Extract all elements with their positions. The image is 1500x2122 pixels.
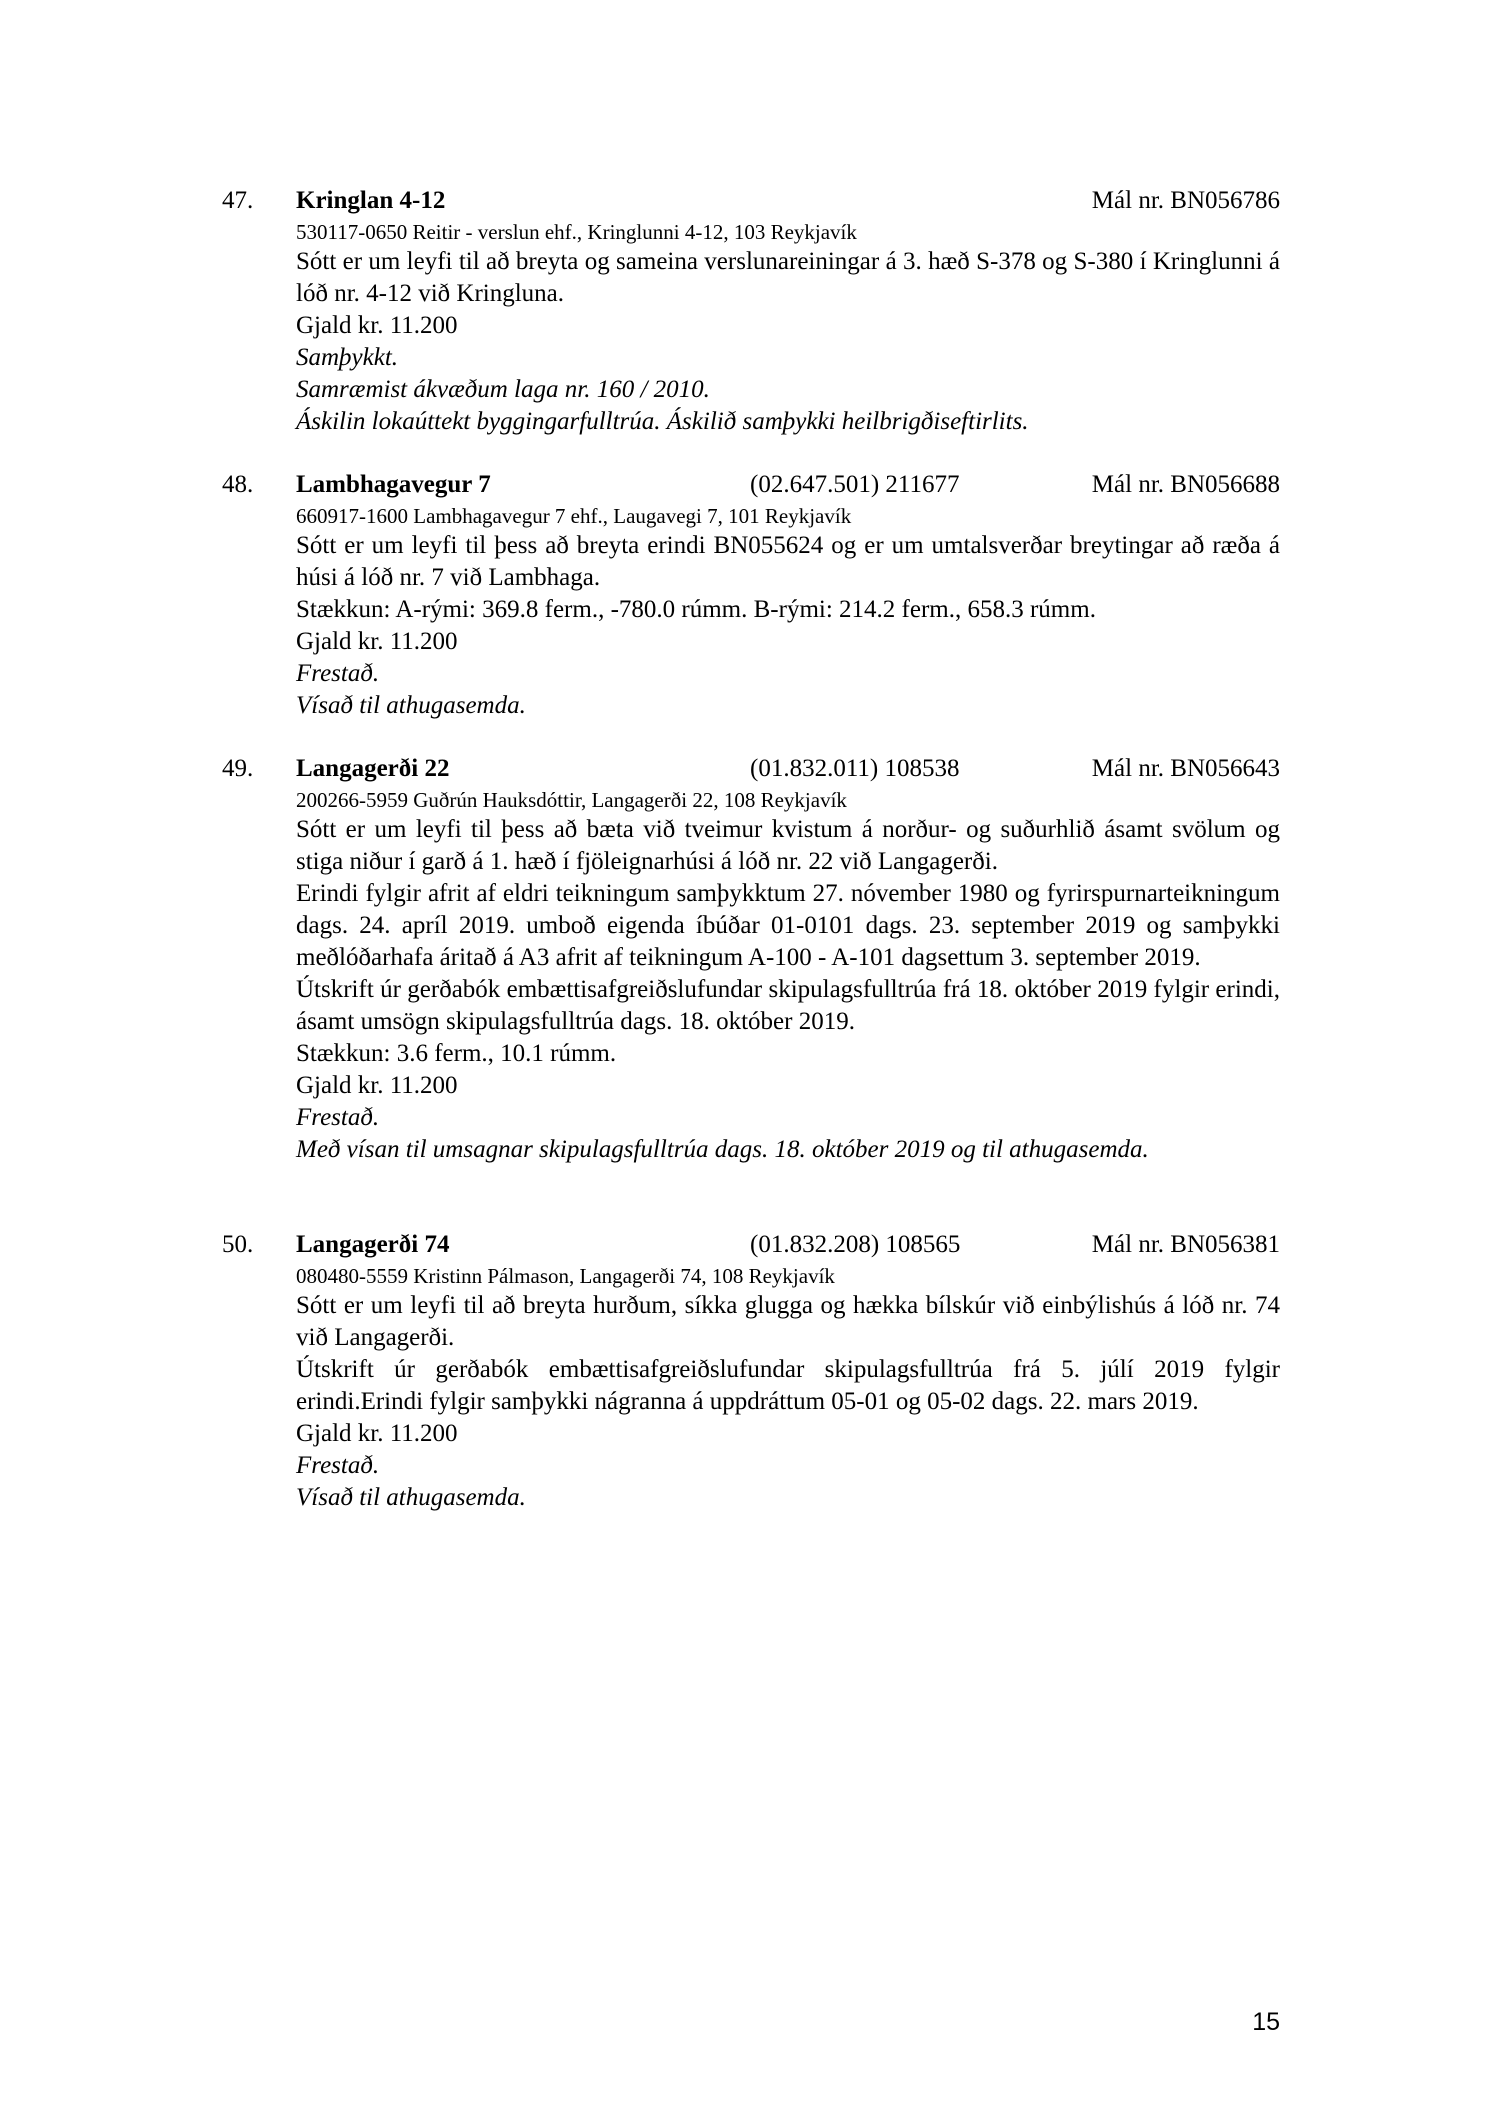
agenda-item-48 [222,468,1280,722]
enlargement: Stækkun: A-rými: 369.8 ferm., -780.0 rúmm. B-rými: 214.2 ferm., 658.3 rúmm. [296,596,1096,623]
applicant: 080480-5559 Kristinn Pálmason, Langagerði 74, 108 Reykjavík [296,1264,835,1288]
applicant: 200266-5959 Guðrún Hauksdóttir, Langagerði 22, 108 Reykjavík [296,788,847,812]
item-header [222,184,1280,218]
fee: Gjald kr. 11.200 [296,312,458,339]
item-header [222,1228,1280,1262]
item-title: Langagerði 74 [296,1231,450,1258]
fee: Gjald kr. 11.200 [296,628,458,655]
case-number: Mál nr. BN056381 [1091,1231,1280,1258]
item-title: Kringlan 4-12 [296,187,446,214]
agenda-item-49 [222,752,1280,1166]
decision: Samþykkt. [296,344,399,371]
description: Sótt er um leyfi til að breyta og sameina verslunareiningar á 3. hæð S-378 og S-380 í Kringlunni á lóð nr. 4-12 við Kringluna. [296,248,1280,307]
item-number: 50. [222,1231,254,1258]
property-reference: (02.647.501) 211677 [750,471,960,498]
remark: Með vísan til umsagnar skipulagsfulltrúa dags. 18. október 2019 og til athugasemda. [296,1136,1149,1163]
item-body [296,1262,1280,1514]
fee: Gjald kr. 11.200 [296,1072,458,1099]
case-number: Mál nr. BN056643 [1091,755,1280,782]
item-body [296,218,1280,438]
item-body [296,502,1280,722]
decision: Frestað. [296,660,380,687]
decision: Frestað. [296,1452,380,1479]
note: Útskrift úr gerðabók embættisafgreiðslufundar skipulagsfulltrúa frá 5. júlí 2019 fylgir erindi.Erindi fylgir samþykki nágranna á uppdráttum 05-01 og 05-02 dags. 22. mars 2019. [296,1356,1280,1415]
remark: Vísað til athugasemda. [296,1484,526,1511]
fee: Gjald kr. 11.200 [296,1420,458,1447]
applicant: 530117-0650 Reitir - verslun ehf., Kringlunni 4-12, 103 Reykjavík [296,220,857,244]
note: Erindi fylgir afrit af eldri teikningum samþykktum 27. nóvember 1980 og fyrirspurnarteikningum dags. 24. apríl 2019. umboð eigenda íbúðar 01-0101 dags. 23. september 2019 og samþykki meðlóðarhafa áritað á A3 afrit af teikningum A-100 - A-101 dagsettum 3. september 2019. [296,880,1280,971]
case-number: Mál nr. BN056688 [1091,471,1280,498]
remark: Vísað til athugasemda. [296,692,526,719]
property-reference: (01.832.208) 108565 [750,1231,961,1258]
item-number: 48. [222,471,254,498]
item-body [296,786,1280,1166]
description: Sótt er um leyfi til að breyta hurðum, síkka glugga og hækka bílskúr við einbýlishús á lóð nr. 74 við Langagerði. [296,1292,1280,1351]
note: Útskrift úr gerðabók embættisafgreiðslufundar skipulagsfulltrúa frá 18. október 2019 fylgir erindi, ásamt umsögn skipulagsfulltrúa dags. 18. október 2019. [296,976,1280,1035]
item-number: 47. [222,187,254,214]
item-number: 49. [222,755,254,782]
description: Sótt er um leyfi til þess að bæta við tveimur kvistum á norður- og suðurhlið ásamt svölum og stiga niður í garð á 1. hæð í fjöleignarhúsi á lóð nr. 22 við Langagerði. [296,816,1280,875]
property-reference: (01.832.011) 108538 [750,755,960,782]
description: Sótt er um leyfi til þess að breyta erindi BN055624 og er um umtalsverðar breytingar að ræða á húsi á lóð nr. 7 við Lambhaga. [296,532,1280,591]
agenda-item-47 [222,184,1280,438]
applicant: 660917-1600 Lambhagavegur 7 ehf., Laugavegi 7, 101 Reykjavík [296,504,852,528]
enlargement: Stækkun: 3.6 ferm., 10.1 rúmm. [296,1040,617,1067]
remark: Áskilin lokaúttekt byggingarfulltrúa. Áskilið samþykki heilbrigðiseftirlits. [296,408,1029,435]
decision: Frestað. [296,1104,380,1131]
item-title: Langagerði 22 [296,755,450,782]
agenda-item-50 [222,1228,1280,1514]
item-header [222,468,1280,502]
remark: Samræmist ákvæðum laga nr. 160 / 2010. [296,376,710,403]
case-number: Mál nr. BN056786 [1091,187,1280,214]
item-title: Lambhagavegur 7 [296,471,491,498]
page-number: 15 [1252,2008,1280,2036]
item-header [222,752,1280,786]
